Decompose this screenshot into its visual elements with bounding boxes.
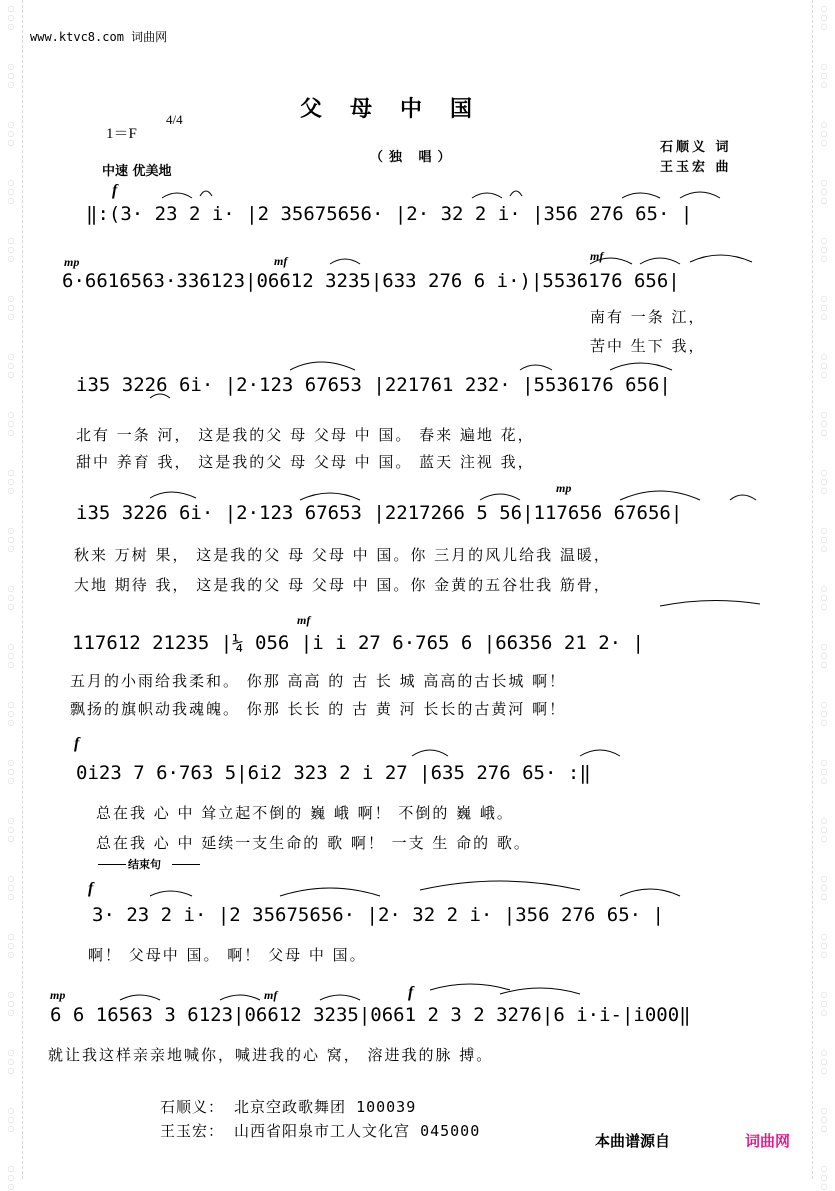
watermark-mark: ○ ○ ○ — [820, 468, 828, 495]
dynamic-mezzo-piano: mp — [556, 481, 572, 495]
score-line-4: i35 3226 6i· |2·123 67653 |2217266 5 56|117656 67656| — [76, 502, 683, 524]
lyric-line: 总在我 心 中 耸立起不倒的 巍 峨 啊！ 不倒的 巍 峨。 — [96, 804, 514, 822]
watermark-mark: ○ ○ ○ — [820, 526, 828, 553]
dynamic-mezzo-piano: mp — [64, 255, 80, 269]
dynamic-mezzo-forte: mf — [264, 988, 278, 1002]
watermark-mark: ○ ○ ○ — [820, 642, 828, 669]
watermark-mark: ○ ○ ○ — [820, 816, 828, 843]
ending-label: 结束句 — [128, 858, 161, 871]
watermark-mark: ○ ○ ○ — [820, 1106, 828, 1133]
watermark-mark: ○ ○ ○ — [7, 1106, 15, 1133]
watermark-mark: ○ ○ ○ — [820, 236, 828, 263]
tempo-marking: 中速 优美地 — [102, 164, 172, 179]
score-line-1: ‖:(3· 23 2 i· |2 35675656· |2· 32 2 i· |356 276 65· | — [86, 203, 693, 225]
song-title: 父母中国 — [300, 97, 501, 122]
watermark-mark: ○ ○ ○ — [7, 1164, 15, 1191]
watermark-mark: ○ ○ ○ — [820, 758, 828, 785]
dynamic-forte: f — [88, 880, 94, 897]
key-signature: 1＝F — [106, 126, 137, 142]
watermark-mark: ○ ○ ○ — [7, 294, 15, 321]
lyric-line: 总在我 心 中 延续一支生命的 歌 啊！ 一支 生 命的 歌。 — [96, 834, 531, 852]
watermark-mark: ○ ○ ○ — [820, 62, 828, 89]
watermark-mark: ○ ○ ○ — [7, 874, 15, 901]
lyric-line: 就让我这样亲亲地喊你，喊进我的心 窝， 溶进我的脉 搏。 — [48, 1046, 494, 1064]
watermark-mark: ○ ○ ○ — [7, 4, 15, 31]
dynamic-forte: f — [408, 984, 414, 1001]
composer-credit: 王玉宏 曲 — [660, 160, 732, 175]
watermark-mark: ○ ○ ○ — [7, 526, 15, 553]
lyric-line: 五月的小雨给我柔和。 你那 高高 的 古 长 城 高高的古长城 啊！ — [70, 672, 567, 690]
dynamic-forte: f — [74, 735, 80, 752]
site-logo[interactable]: 词曲网 — [745, 1132, 791, 1150]
watermark-mark: ○ ○ ○ — [7, 236, 15, 263]
watermark-mark: ○ ○ ○ — [820, 874, 828, 901]
score-line-5: 117612 21235 |¼ 056 |i i 27 6·765 6 |66356 21 2· | — [72, 632, 644, 654]
score-line-2: 6·6616563·336123|06612 3235|633 276 6 i·)|5536176 656| — [62, 270, 680, 292]
performance-type: （独 唱） — [370, 150, 457, 165]
score-line-3: i35 3226 6i· |2·123 67653 |221761 232· |5536176 656| — [76, 374, 671, 396]
watermark-mark: ○ ○ ○ — [820, 410, 828, 437]
time-signature: 4/4 — [166, 112, 183, 127]
lyric-line: 啊！ 父母中 国。 啊！ 父母 中 国。 — [88, 946, 367, 964]
score-line-8: 6 6 16563 3 6123|06612 3235|0661 2 3 2 3276|6 i·i-|i000‖ — [50, 1004, 691, 1026]
lyricist-contact: 石顺义： 北京空政歌舞团 100039 — [160, 1098, 417, 1116]
watermark-mark: ○ ○ ○ — [820, 294, 828, 321]
score-line-6: 0i23 7 6·763 5|6i2 323 2 i 27 |635 276 65· :‖ — [76, 762, 591, 784]
watermark-mark: ○ ○ ○ — [820, 700, 828, 727]
watermark-mark: ○ ○ ○ — [7, 700, 15, 727]
dynamic-forte: f — [112, 182, 118, 199]
lyric-line: 南有 一条 江， — [590, 308, 706, 326]
score-line-7: 3· 23 2 i· |2 35675656· |2· 32 2 i· |356 276 65· | — [92, 904, 664, 926]
watermark-mark: ○ ○ ○ — [820, 1164, 828, 1191]
dynamic-mezzo-forte: mf — [297, 613, 311, 627]
watermark-mark: ○ ○ ○ — [7, 758, 15, 785]
watermark-mark: ○ ○ ○ — [7, 584, 15, 611]
watermark-mark: ○ ○ ○ — [820, 1048, 828, 1075]
dynamic-mezzo-forte: mf — [590, 249, 604, 263]
lyric-line: 北有 一条 河， 这是我的父 母 父母 中 国。 春来 遍地 花， — [76, 426, 535, 444]
lyric-line: 秋来 万树 果， 这是我的父 母 父母 中 国。你 三月的风儿给我 温暖， — [74, 546, 611, 564]
watermark-mark: ○ ○ ○ — [7, 352, 15, 379]
watermark-mark: ○ ○ ○ — [7, 62, 15, 89]
watermark-mark: ○ ○ ○ — [7, 990, 15, 1017]
watermark-mark: ○ ○ ○ — [820, 932, 828, 959]
lyric-line: 大地 期待 我， 这是我的父 母 父母 中 国。你 金黄的五谷壮我 筋骨， — [74, 576, 611, 594]
watermark-mark: ○ ○ ○ — [7, 120, 15, 147]
watermark-mark: ○ ○ ○ — [7, 932, 15, 959]
watermark-mark: ○ ○ ○ — [820, 352, 828, 379]
watermark-mark: ○ ○ ○ — [7, 410, 15, 437]
lyric-line: 苦中 生下 我， — [590, 337, 706, 355]
lyricist-credit: 石顺义 词 — [660, 140, 732, 155]
watermark-mark: ○ ○ ○ — [7, 642, 15, 669]
watermark-mark: ○ ○ ○ — [820, 584, 828, 611]
website-url[interactable]: www.ktvc8.com 词曲网 — [30, 30, 168, 44]
watermark-mark: ○ ○ ○ — [820, 178, 828, 205]
watermark-mark: ○ ○ ○ — [820, 4, 828, 31]
watermark-mark: ○ ○ ○ — [7, 178, 15, 205]
watermark-mark: ○ ○ ○ — [7, 1048, 15, 1075]
source-label: 本曲谱源自 — [595, 1132, 671, 1150]
dynamic-mezzo-piano: mp — [50, 988, 66, 1002]
watermark-mark: ○ ○ ○ — [820, 990, 828, 1017]
composer-contact: 王玉宏： 山西省阳泉市工人文化宫 045000 — [160, 1122, 481, 1140]
watermark-mark: ○ ○ ○ — [7, 468, 15, 495]
lyric-line: 飘扬的旗帜动我魂魄。 你那 长长 的 古 黄 河 长长的古黄河 啊！ — [70, 700, 567, 718]
dynamic-mezzo-forte: mf — [274, 254, 288, 268]
watermark-mark: ○ ○ ○ — [820, 120, 828, 147]
watermark-mark: ○ ○ ○ — [7, 816, 15, 843]
lyric-line: 甜中 养育 我， 这是我的父 母 父母 中 国。 蓝天 注视 我， — [76, 453, 535, 471]
